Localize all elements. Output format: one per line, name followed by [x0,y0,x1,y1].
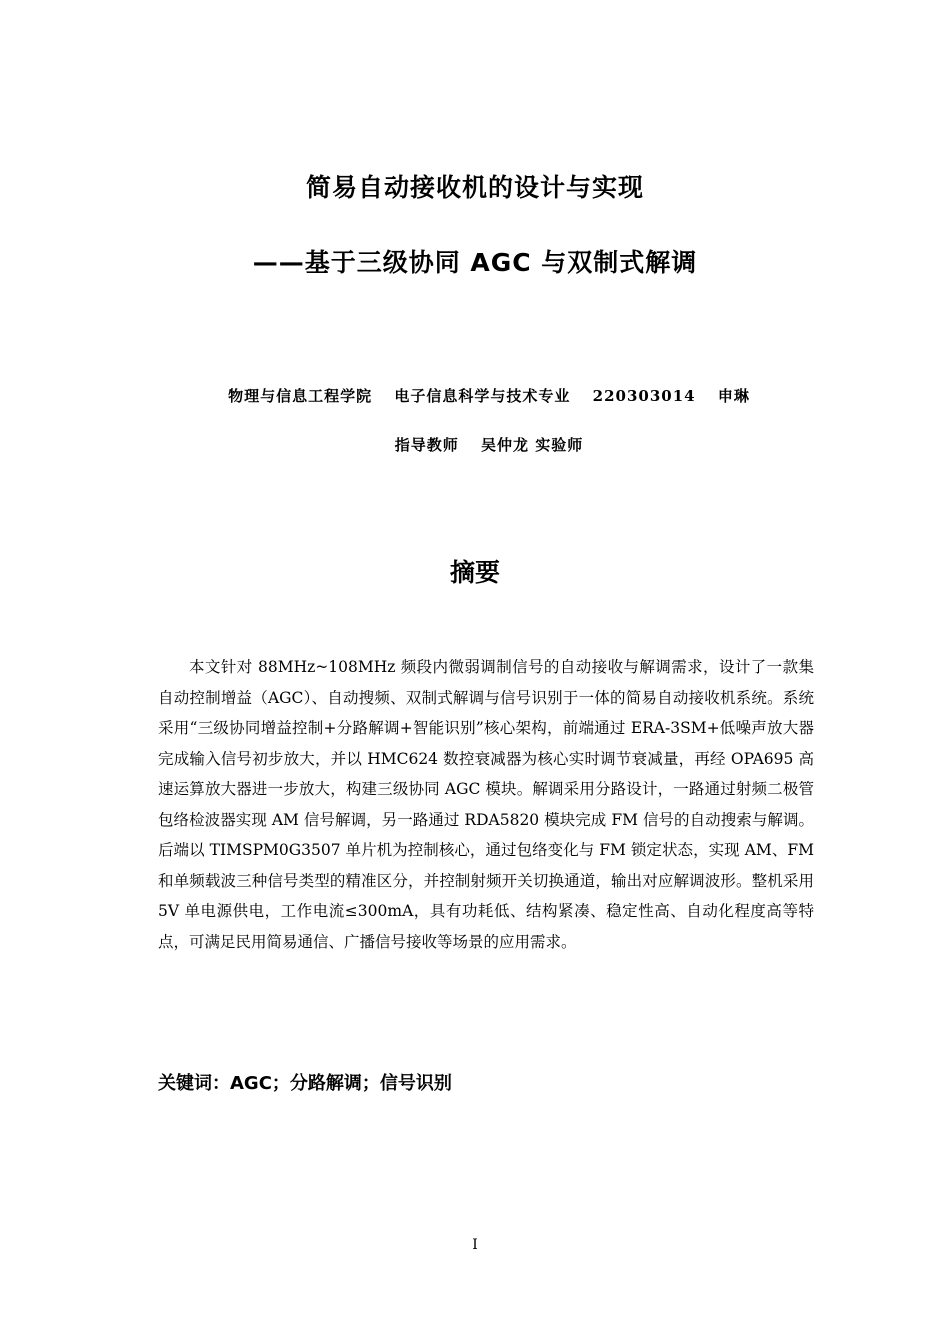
document-title: 简易自动接收机的设计与实现 [305,173,644,202]
author-name: 申琳 [717,387,750,405]
advisor-name: 吴仲龙 实验师 [481,436,584,454]
abstract-heading: 摘要 [449,558,500,587]
author-info-line [14,385,950,406]
keywords-line: 关键词：AGC；分路解调；信号识别 [158,1073,452,1094]
advisor-info-line [14,434,950,455]
advisor-label: 指导教师 [394,436,459,454]
author-school: 物理与信息工程学院 [228,387,373,405]
document-subtitle: ——基于三级协同 AGC 与双制式解调 [252,248,698,277]
page-number: I [472,1237,478,1253]
author-student-id: 220303014 [592,387,696,405]
abstract-body: 本文针对 88MHz~108MHz 频段内微弱调制信号的自动接收与解调需求，设计了一款集自动控制增益（AGC）、自动搜频、双制式解调与信号识别于一体的简易自动接收机系统。系统采用“三级协同增益控制+分路解调+智能识别”核心架构，前端通过 ERA-3SM+低噪声放大器完成输入信号初步放大，并以 HMC624 数控衰减器为核心实时调节衰减量，再经 OPA695 高速运算放大器进一步放大，构建三级协同 AGC 模块。解调采用分路设计，一路通过射频二极管包络检波器实现 AM 信号解调，另一路通过 RDA5820 模块完成 FM 信号的自动搜索与解调。后端以 TIMSPM0G3507 单片机为控制核心，通过包络变化与 FM 锁定状态，实现 AM、FM 和单频载波三种信号类型的精准区分，并控制射频开关切换通道，输出对应解调波形。整机采用 5V 单电源供电，工作电流≤300mA，具有功耗低、结构紧凑、稳定性高、自动化程度高等特点，可满足民用简易通信、广播信号接收等场景的应用需求。 [158,658,814,951]
author-major: 电子信息科学与技术专业 [394,387,571,405]
